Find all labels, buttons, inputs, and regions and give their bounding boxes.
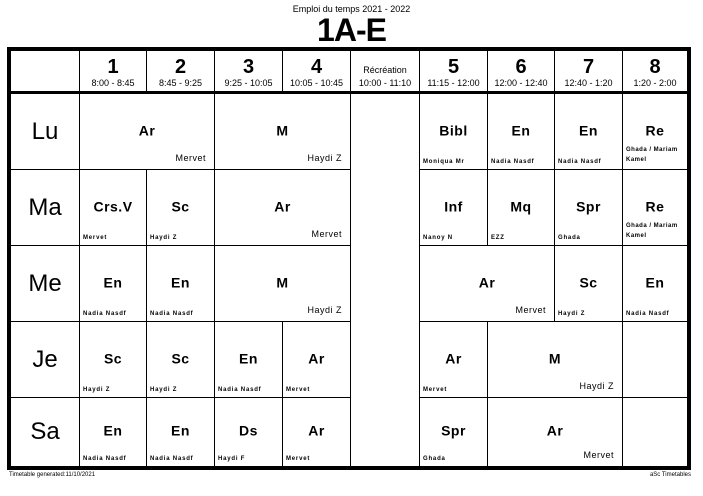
lesson-subject: Spr — [576, 197, 601, 214]
lesson-teacher: Haydi Z — [579, 381, 614, 391]
day-label: Ma — [28, 193, 62, 221]
period-number: 5 — [447, 56, 460, 78]
lesson-teacher: Nadia Nasdf — [150, 311, 194, 317]
lesson-subject: En — [103, 422, 123, 439]
lesson-teacher: Ghada — [423, 456, 446, 462]
lesson-teacher: Nadia Nasdf — [83, 456, 127, 462]
lesson-subject: En — [171, 422, 190, 439]
lesson-cell — [554, 245, 623, 322]
lesson-subject: Sc — [103, 349, 123, 366]
lesson-cell — [282, 397, 351, 467]
lesson-teacher: Mervet — [286, 456, 311, 462]
class-title: 1A-E — [317, 12, 386, 48]
lesson-subject: M — [548, 349, 562, 366]
period-time: 10:00 - 11:10 — [358, 78, 412, 88]
lesson-cell — [282, 321, 351, 398]
lesson-cell — [146, 397, 215, 467]
empty-cell — [622, 397, 688, 467]
period-header-6 — [487, 50, 555, 94]
period-header-8 — [622, 50, 688, 94]
lesson-teacher: Ghada / Mariam Kamel — [626, 147, 678, 163]
lesson-subject: Spr — [441, 422, 466, 439]
period-header-5 — [419, 50, 488, 94]
lesson-teacher: Haydi Z — [150, 387, 178, 393]
period-time: 9:25 - 10:05 — [224, 78, 273, 88]
lesson-cell — [79, 397, 147, 467]
lesson-subject: Sc — [171, 197, 190, 214]
day-cell-lu — [10, 93, 80, 170]
lesson-cell — [622, 169, 688, 246]
lesson-subject: Inf — [444, 197, 463, 214]
lesson-subject: Sc — [171, 349, 190, 366]
day-cell-ma — [10, 169, 80, 246]
lesson-subject: Ar — [308, 349, 325, 366]
day-label: Me — [28, 269, 62, 297]
lesson-teacher: Haydi Z — [307, 153, 342, 163]
lesson-teacher: Mervet — [286, 387, 311, 393]
lesson-subject: En — [511, 121, 531, 138]
lesson-teacher: Nadia Nasdf — [150, 456, 194, 462]
lesson-teacher: Mervet — [175, 153, 206, 163]
lesson-teacher: Haydi F — [218, 456, 246, 462]
lesson-teacher: Nadia Nasdf — [83, 311, 127, 317]
period-time: 10:05 - 10:45 — [289, 78, 344, 88]
day-cell-me — [10, 245, 80, 322]
lesson-teacher: Ghada — [558, 235, 581, 241]
lesson-teacher: Moniqua Mr — [423, 159, 465, 165]
lesson-teacher: Ghada / Mariam Kamel — [626, 223, 678, 239]
lesson-cell — [419, 397, 488, 467]
lesson-subject: Ar — [478, 273, 496, 290]
lesson-cell — [419, 321, 488, 398]
lesson-teacher: Haydi Z — [307, 305, 342, 315]
lesson-cell — [146, 169, 215, 246]
lesson-teacher: Nanoy N — [423, 235, 453, 241]
lesson-cell — [214, 169, 351, 246]
period-header-1 — [79, 50, 147, 94]
lesson-subject: Ar — [274, 197, 291, 214]
lesson-cell — [214, 397, 283, 467]
lesson-cell — [79, 321, 147, 398]
period-number: 3 — [242, 56, 255, 78]
lesson-cell — [214, 321, 283, 398]
lesson-teacher: EZZ — [491, 235, 505, 241]
lesson-subject: En — [579, 121, 598, 138]
break-header — [350, 50, 420, 94]
lesson-teacher: Mervet — [423, 387, 448, 393]
lesson-cell — [487, 93, 555, 170]
lesson-subject: Mq — [510, 197, 532, 214]
period-number: 4 — [310, 56, 323, 78]
lesson-subject: Re — [645, 121, 665, 138]
period-time: 11:15 - 12:00 — [427, 78, 480, 88]
period-number: 6 — [515, 56, 527, 78]
lesson-cell — [146, 245, 215, 322]
corner-cell — [10, 50, 80, 94]
lesson-cell — [554, 93, 623, 170]
lesson-cell — [146, 321, 215, 398]
period-header-7 — [554, 50, 623, 94]
timetable-subtitle: Emploi du temps 2021 - 2022 — [292, 4, 411, 14]
lesson-teacher: Nadia Nasdf — [491, 159, 535, 165]
lesson-teacher: Haydi Z — [558, 311, 586, 317]
period-header-4 — [282, 50, 351, 94]
day-cell-je — [10, 321, 80, 398]
lesson-teacher: Nadia Nasdf — [218, 387, 262, 393]
lesson-cell — [487, 397, 623, 467]
footer-brand: aSc Timetables — [649, 472, 691, 478]
period-header-3 — [214, 50, 283, 94]
break-label: Récréation — [363, 65, 407, 75]
day-cell-sa — [10, 397, 80, 467]
lesson-subject: Ds — [239, 422, 258, 439]
lesson-teacher: Haydi Z — [83, 387, 111, 393]
lesson-teacher: Mervet — [515, 305, 546, 315]
lesson-teacher: Nadia Nasdf — [558, 159, 602, 165]
lesson-subject: M — [276, 121, 289, 138]
lesson-cell — [79, 245, 147, 322]
period-time: 8:00 - 8:45 — [91, 78, 135, 88]
lesson-teacher: Mervet — [83, 235, 108, 241]
lesson-cell — [419, 245, 555, 322]
period-time: 1:20 - 2:00 — [633, 78, 677, 88]
break-column — [350, 93, 420, 467]
lesson-subject: Ar — [308, 422, 325, 439]
lesson-cell — [622, 93, 688, 170]
lesson-subject: En — [645, 273, 665, 290]
lesson-subject: En — [239, 349, 258, 366]
lesson-teacher: Haydi Z — [150, 235, 178, 241]
period-header-2 — [146, 50, 215, 94]
lesson-subject: Ar — [445, 349, 462, 366]
empty-cell — [622, 321, 688, 398]
lesson-cell — [487, 321, 623, 398]
period-number: 7 — [582, 56, 595, 78]
lesson-subject: Re — [645, 197, 665, 214]
lesson-cell — [419, 169, 488, 246]
lesson-cell — [214, 245, 351, 322]
lesson-subject: En — [171, 273, 190, 290]
lesson-cell — [622, 245, 688, 322]
lesson-cell — [419, 93, 488, 170]
period-time: 12:40 - 1:20 — [564, 78, 613, 88]
lesson-teacher: Mervet — [583, 450, 614, 460]
period-time: 12:00 - 12:40 — [494, 78, 548, 88]
timetable-grid — [7, 47, 691, 470]
lesson-subject: Ar — [138, 121, 156, 138]
lesson-subject: Sc — [579, 273, 598, 290]
lesson-subject: M — [276, 273, 289, 290]
period-number: 1 — [107, 56, 119, 78]
footer-generated: Timetable generated:11/10/2021 — [9, 472, 96, 478]
lesson-cell — [214, 93, 351, 170]
lesson-subject: Bibl — [439, 121, 468, 138]
lesson-teacher: Nadia Nasdf — [626, 311, 670, 317]
day-label: Lu — [31, 117, 59, 145]
period-number: 2 — [174, 56, 187, 78]
day-label: Je — [32, 345, 58, 373]
lesson-teacher: Mervet — [311, 229, 342, 239]
lesson-cell — [487, 169, 555, 246]
period-number: 8 — [649, 56, 661, 78]
lesson-cell — [79, 169, 147, 246]
lesson-cell — [79, 93, 215, 170]
period-time: 8:45 - 9:25 — [158, 78, 203, 88]
lesson-subject: Ar — [546, 422, 564, 439]
lesson-subject: Crs.V — [93, 197, 133, 214]
day-label: Sa — [30, 418, 60, 445]
lesson-subject: En — [103, 273, 123, 290]
lesson-cell — [554, 169, 623, 246]
